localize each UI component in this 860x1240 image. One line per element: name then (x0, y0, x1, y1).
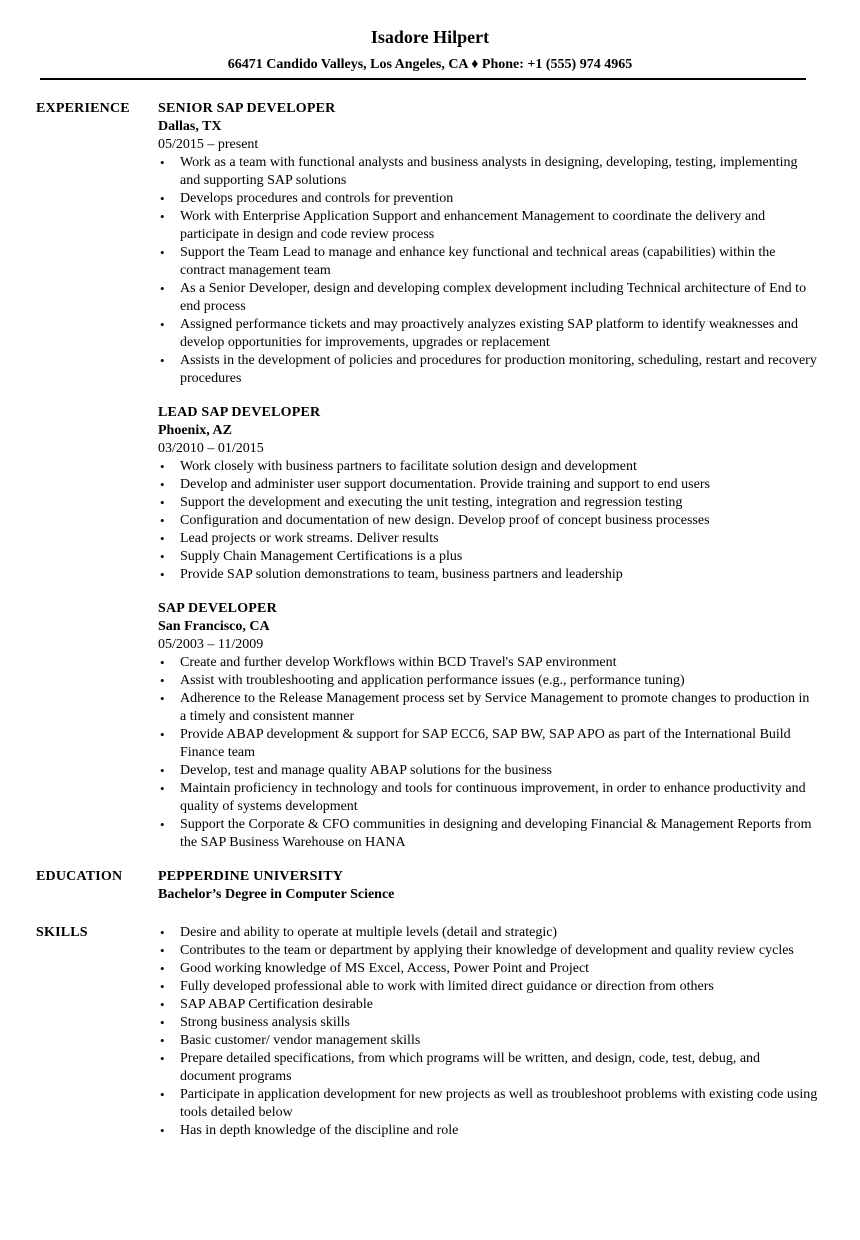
bullet-icon: • (160, 943, 165, 958)
bullet-icon: • (160, 727, 165, 742)
job-dates: 05/2003 – 11/2009 (158, 637, 264, 652)
candidate-name: Isadore Hilpert (370, 27, 490, 47)
bullet-item (158, 654, 818, 672)
bullet-item (158, 352, 818, 388)
job-bullet-list (158, 154, 818, 388)
bullet-icon: • (160, 961, 165, 976)
bullet-text: Support the development and executing the unit testing, integration and regression testing (180, 495, 683, 510)
bullet-item (158, 960, 818, 978)
job-entry (158, 600, 818, 852)
contact-line: 66471 Candido Valleys, Los Angeles, CA ♦ Phone: +1 (555) 974 4965 (227, 57, 633, 72)
bullet-icon: • (160, 513, 165, 528)
bullet-icon: • (160, 997, 165, 1012)
skills-list (158, 924, 818, 1140)
bullet-text: Provide ABAP development & support for SAP ECC6, SAP BW, SAP APO as part of the International Build Finance team (180, 727, 791, 760)
job-dates: 03/2010 – 01/2015 (158, 441, 264, 456)
school-name: PEPPERDINE UNIVERSITY (158, 869, 344, 884)
bullet-item (158, 280, 818, 316)
skills-body (158, 924, 818, 1140)
bullet-text: Fully developed professional able to work with limited direct guidance or direction from others (180, 979, 714, 994)
bullet-icon: • (160, 1051, 165, 1066)
bullet-icon: • (160, 979, 165, 994)
bullet-item (158, 530, 818, 548)
bullet-item (158, 816, 818, 852)
job-location: Phoenix, AZ (158, 423, 232, 438)
bullet-item (158, 978, 818, 996)
bullet-icon: • (160, 353, 165, 368)
bullet-item (158, 316, 818, 352)
section-title-education: EDUCATION (36, 869, 123, 884)
bullet-icon: • (160, 925, 165, 940)
degree: Bachelor’s Degree in Computer Science (158, 887, 395, 902)
bullet-item (158, 154, 818, 190)
bullet-icon: • (160, 191, 165, 206)
bullet-item (158, 1050, 818, 1086)
bullet-text: Adherence to the Release Management process set by Service Management to promote changes to production in a timely and consistent manner (180, 691, 810, 724)
job-bullet-list (158, 458, 818, 584)
bullet-text: Has in depth knowledge of the discipline and role (180, 1123, 459, 1138)
bullet-item (158, 762, 818, 780)
bullet-item (158, 512, 818, 530)
bullet-text: Develop and administer user support documentation. Provide training and support to end users (180, 477, 710, 492)
bullet-text: Good working knowledge of MS Excel, Access, Power Point and Project (180, 961, 590, 976)
section-title-skills: SKILLS (36, 925, 88, 940)
bullet-item (158, 548, 818, 566)
bullet-item (158, 476, 818, 494)
bullet-icon: • (160, 245, 165, 260)
bullet-item (158, 1014, 818, 1032)
job-bullet-list (158, 654, 818, 852)
bullet-text: Assists in the development of policies and procedures for production monitoring, scheduling, restart and recovery procedures (180, 353, 817, 386)
header-divider (40, 78, 806, 80)
bullet-item (158, 244, 818, 280)
bullet-item (158, 1032, 818, 1050)
bullet-text: Support the Team Lead to manage and enhance key functional and technical areas (capabilities) within the contract management team (180, 245, 776, 278)
bullet-text: Provide SAP solution demonstrations to team, business partners and leadership (180, 567, 623, 582)
bullet-text: SAP ABAP Certification desirable (180, 997, 373, 1012)
job-location: San Francisco, CA (158, 619, 270, 634)
bullet-icon: • (160, 281, 165, 296)
bullet-text: Prepare detailed specifications, from which programs will be written, and design, code, test, debug, and document programs (180, 1051, 761, 1084)
bullet-item (158, 690, 818, 726)
bullet-text: Basic customer/ vendor management skills (180, 1033, 421, 1048)
bullet-text: Lead projects or work streams. Deliver results (180, 531, 439, 546)
bullet-item (158, 1122, 818, 1140)
bullet-icon: • (160, 763, 165, 778)
job-location: Dallas, TX (158, 119, 222, 134)
bullet-item (158, 942, 818, 960)
bullet-icon: • (160, 1033, 165, 1048)
bullet-text: As a Senior Developer, design and developing complex development including Technical architecture of End to end process (180, 281, 807, 314)
bullet-text: Work as a team with functional analysts and business analysts in designing, developing, testing, implementing and supporting SAP solutions (180, 155, 798, 188)
bullet-text: Maintain proficiency in technology and tools for continuous improvement, in order to enhance productivity and quality of systems development (180, 781, 806, 814)
job-title: LEAD SAP DEVELOPER (158, 405, 321, 420)
bullet-icon: • (160, 549, 165, 564)
job-title: SAP DEVELOPER (158, 601, 277, 616)
experience-body (158, 100, 818, 852)
job-entry (158, 404, 818, 584)
resume-header (0, 0, 860, 74)
job-title: SENIOR SAP DEVELOPER (158, 101, 336, 116)
bullet-text: Contributes to the team or department by applying their knowledge of development and quality review cycles (180, 943, 794, 958)
bullet-text: Desire and ability to operate at multiple levels (detail and strategic) (180, 925, 558, 940)
bullet-icon: • (160, 495, 165, 510)
bullet-icon: • (160, 1123, 165, 1138)
bullet-icon: • (160, 1015, 165, 1030)
bullet-item (158, 996, 818, 1014)
bullet-icon: • (160, 673, 165, 688)
bullet-text: Create and further develop Workflows within BCD Travel's SAP environment (180, 655, 617, 670)
bullet-item (158, 458, 818, 476)
bullet-icon: • (160, 1087, 165, 1102)
bullet-text: Develop, test and manage quality ABAP solutions for the business (180, 763, 552, 778)
bullet-item (158, 208, 818, 244)
bullet-text: Configuration and documentation of new design. Develop proof of concept business processes (180, 513, 710, 528)
bullet-item (158, 726, 818, 762)
bullet-item (158, 494, 818, 512)
skills-section (0, 924, 860, 1140)
education-body (158, 868, 818, 904)
bullet-text: Supply Chain Management Certifications is a plus (180, 549, 463, 564)
bullet-icon: • (160, 567, 165, 582)
bullet-icon: • (160, 155, 165, 170)
section-title-experience: EXPERIENCE (36, 101, 130, 116)
bullet-icon: • (160, 655, 165, 670)
bullet-item (158, 566, 818, 584)
bullet-icon: • (160, 317, 165, 332)
bullet-item (158, 672, 818, 690)
bullet-text: Assist with troubleshooting and application performance issues (e.g., performance tuning) (180, 673, 685, 688)
bullet-icon: • (160, 459, 165, 474)
bullet-icon: • (160, 531, 165, 546)
bullet-icon: • (160, 817, 165, 832)
bullet-icon: • (160, 781, 165, 796)
education-section (0, 868, 860, 904)
bullet-text: Support the Corporate & CFO communities in designing and developing Financial & Management Reports from the SAP Business Warehouse on HANA (180, 817, 812, 850)
job-entry (158, 100, 818, 388)
bullet-text: Strong business analysis skills (180, 1015, 350, 1030)
experience-section (0, 100, 860, 852)
bullet-icon: • (160, 477, 165, 492)
job-dates: 05/2015 – present (158, 137, 259, 152)
bullet-text: Assigned performance tickets and may proactively analyzes existing SAP platform to identify weaknesses and develop opportunities for improvements, upgrades or replacement (180, 317, 799, 350)
bullet-icon: • (160, 691, 165, 706)
bullet-item (158, 780, 818, 816)
bullet-item (158, 924, 818, 942)
bullet-item (158, 1086, 818, 1122)
bullet-icon: • (160, 209, 165, 224)
bullet-text: Work with Enterprise Application Support and enhancement Management to coordinate the delivery and participate in design and code review process (180, 209, 766, 242)
bullet-item (158, 190, 818, 208)
bullet-text: Develops procedures and controls for prevention (180, 191, 454, 206)
bullet-text: Participate in application development for new projects as well as troubleshoot problems with existing code using tools detailed below (180, 1087, 818, 1120)
bullet-text: Work closely with business partners to facilitate solution design and development (180, 459, 637, 474)
